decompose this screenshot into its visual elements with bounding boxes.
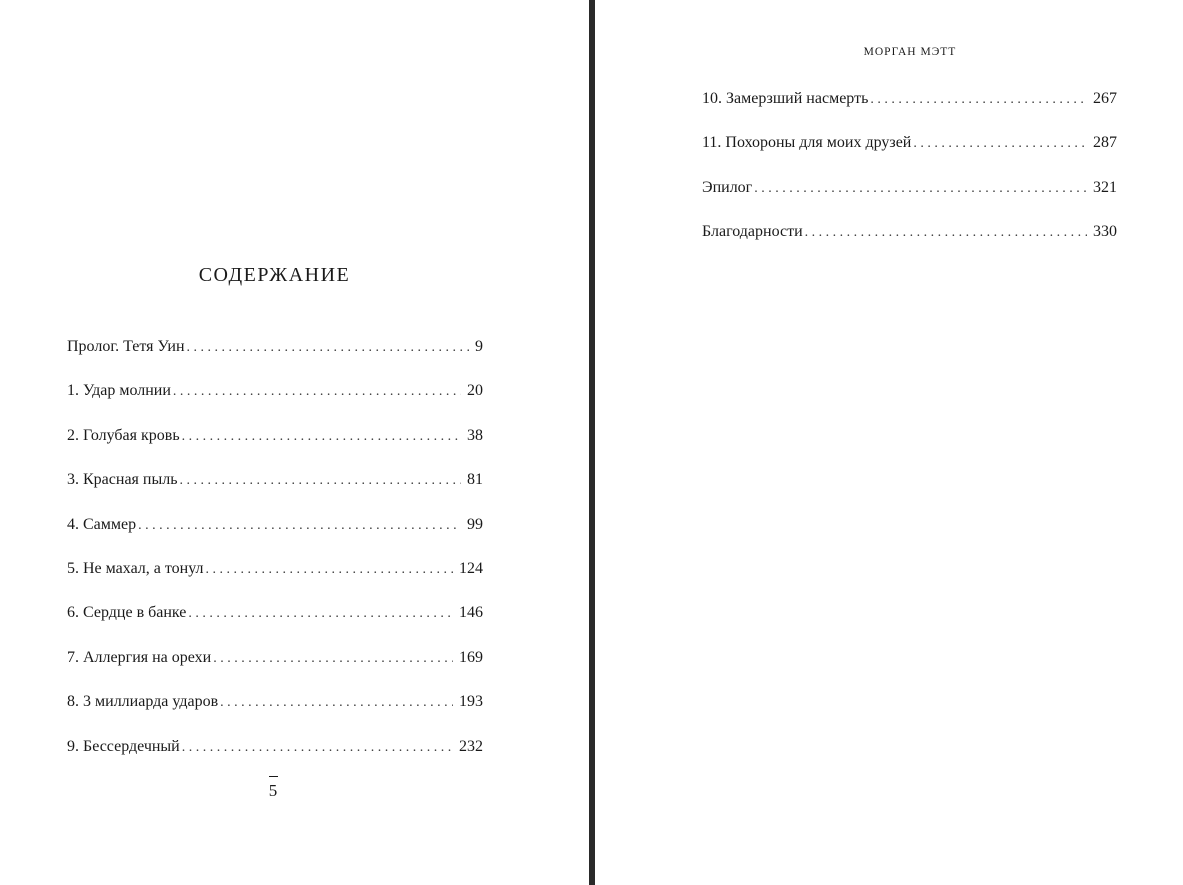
toc-entry bbox=[67, 427, 483, 471]
toc-entry-page: 321 bbox=[1093, 178, 1117, 196]
toc-entry-label: Благодарности bbox=[702, 223, 803, 241]
toc-entry-label: 11. Похороны для моих друзей bbox=[702, 134, 912, 152]
toc-entry-label: 10. Замерзший насмерть bbox=[702, 90, 869, 107]
dot-leader bbox=[213, 651, 453, 667]
toc-entry bbox=[67, 693, 483, 737]
toc-entry-page: 146 bbox=[459, 604, 483, 622]
dot-leader bbox=[805, 225, 1087, 241]
left-page bbox=[0, 0, 589, 885]
toc-entry-page: 330 bbox=[1093, 223, 1117, 241]
dot-leader bbox=[870, 92, 1087, 108]
toc-entry-label: 5. Не махал, а тонул bbox=[67, 559, 204, 577]
toc-entry-label: 6. Сердце в банке bbox=[67, 604, 187, 622]
toc-entry bbox=[702, 134, 1117, 178]
dot-leader bbox=[206, 562, 453, 578]
toc-entry bbox=[67, 338, 483, 382]
toc-entry-label: 1. Удар молнии bbox=[67, 382, 171, 400]
running-head: МОРГАН МЭТТ bbox=[863, 46, 957, 58]
toc-entry-label: 4. Саммер bbox=[67, 515, 137, 533]
toc-entry bbox=[702, 223, 1117, 267]
page-number-value: 5 bbox=[268, 781, 278, 800]
toc-list-right bbox=[702, 90, 1117, 268]
dot-leader bbox=[138, 518, 461, 534]
toc-entry bbox=[67, 382, 483, 426]
toc-title: СОДЕРЖАНИЕ bbox=[198, 264, 351, 286]
toc-entry-label: 8. 3 миллиарда ударов bbox=[67, 693, 219, 711]
toc-entry-page: 9 bbox=[475, 338, 483, 355]
toc-entry bbox=[67, 560, 483, 604]
toc-entry-label: 9. Бессердечный bbox=[67, 737, 180, 755]
toc-entry bbox=[67, 604, 483, 648]
dot-leader bbox=[182, 429, 461, 445]
toc-entry-page: 81 bbox=[467, 471, 483, 489]
toc-entry-label: 2. Голубая кровь bbox=[67, 426, 180, 444]
dot-leader bbox=[187, 340, 469, 356]
toc-entry-page: 287 bbox=[1093, 134, 1117, 152]
toc-entry-page: 20 bbox=[467, 382, 483, 400]
toc-entry-page: 99 bbox=[467, 515, 483, 533]
toc-entry-label: Эпилог bbox=[702, 178, 753, 196]
dot-leader bbox=[220, 695, 453, 711]
toc-entry bbox=[67, 649, 483, 693]
toc-entry-page: 232 bbox=[459, 737, 483, 755]
toc-entry bbox=[67, 516, 483, 560]
dot-leader bbox=[754, 181, 1087, 197]
toc-entry bbox=[67, 471, 483, 515]
toc-entry-label: 3. Красная пыль bbox=[67, 471, 178, 489]
dot-leader bbox=[188, 606, 453, 622]
toc-entry bbox=[702, 179, 1117, 223]
page-number bbox=[253, 776, 293, 801]
page-number-dash bbox=[269, 776, 278, 777]
toc-entry-label: 7. Аллергия на орехи bbox=[67, 648, 212, 666]
right-page bbox=[595, 0, 1183, 885]
dot-leader bbox=[182, 740, 453, 756]
toc-entry-page: 169 bbox=[459, 648, 483, 666]
toc-entry-page: 38 bbox=[467, 426, 483, 444]
toc-entry-page: 267 bbox=[1093, 90, 1117, 107]
toc-entry-page: 124 bbox=[459, 559, 483, 577]
toc-entry-page: 193 bbox=[459, 693, 483, 711]
toc-entry bbox=[702, 90, 1117, 134]
dot-leader bbox=[913, 136, 1087, 152]
dot-leader bbox=[180, 473, 462, 489]
toc-list-left bbox=[67, 338, 483, 782]
dot-leader bbox=[173, 384, 461, 400]
toc-entry-label: Пролог. Тетя Уин bbox=[67, 338, 185, 355]
